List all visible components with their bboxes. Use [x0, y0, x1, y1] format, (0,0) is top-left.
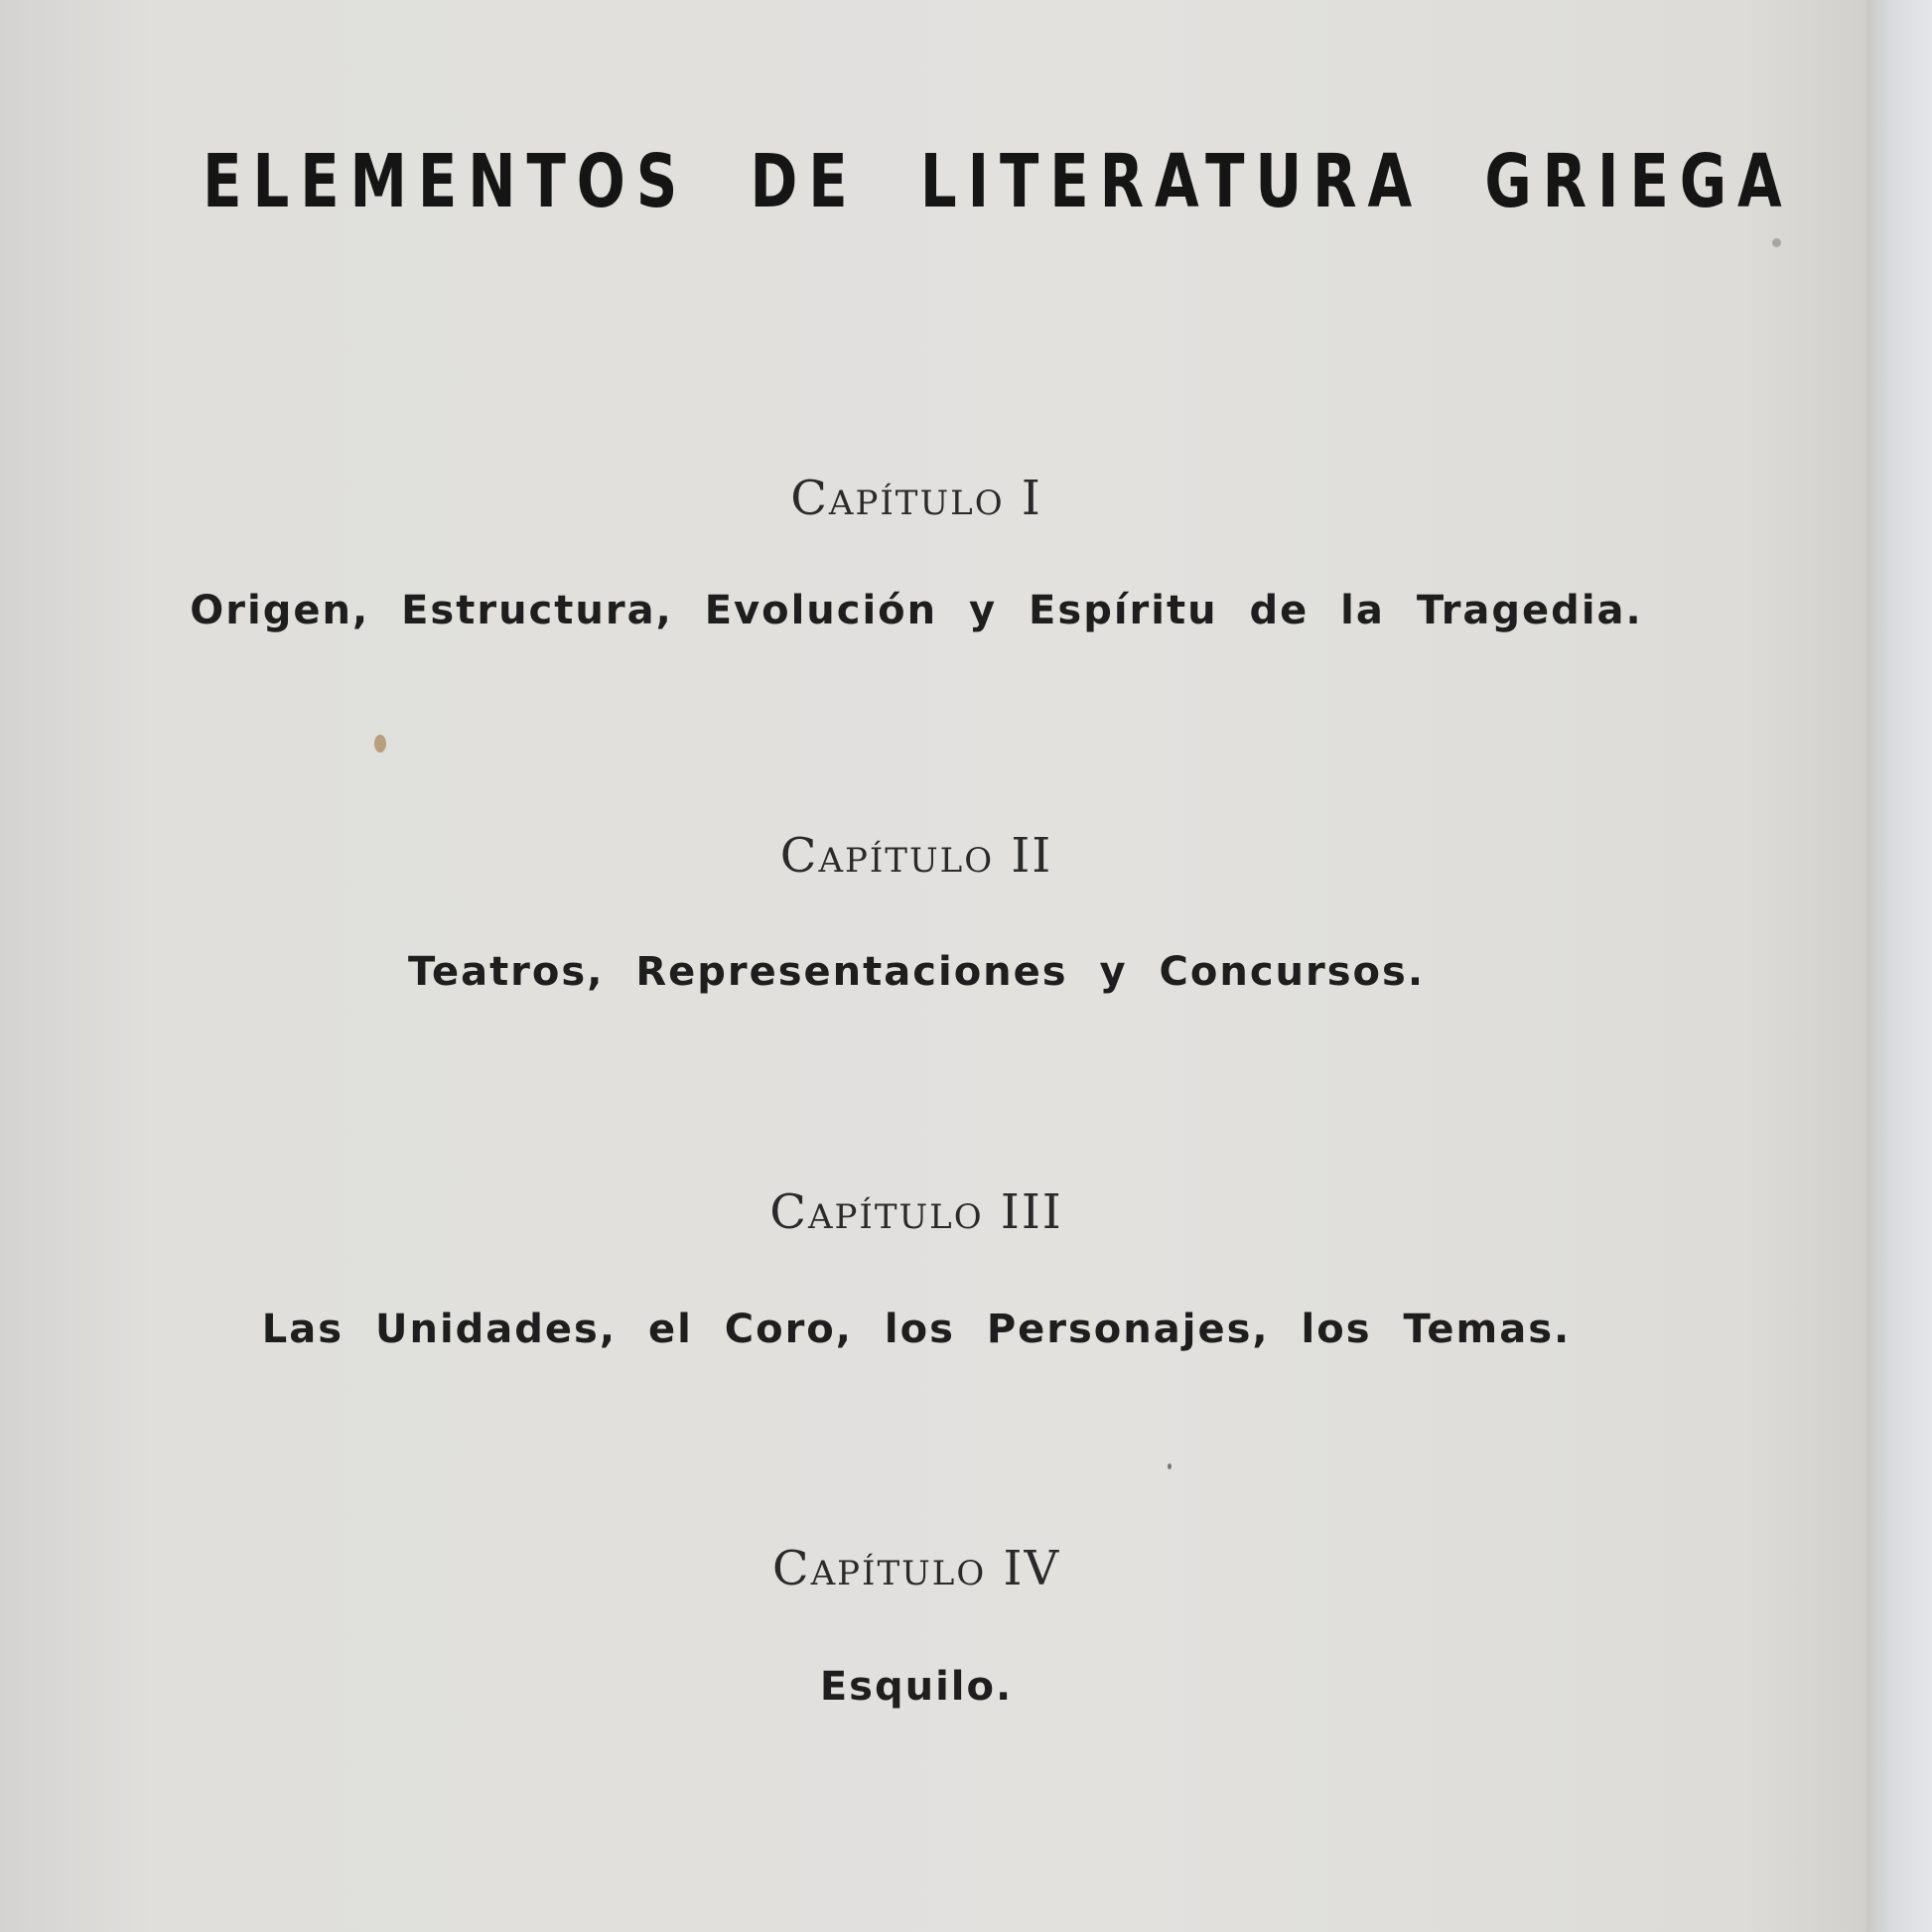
- chapter-subject-3: Las Unidades, el Coro, los Personajes, los Temas.: [261, 1307, 1572, 1352]
- page-edge: [1866, 0, 1932, 1932]
- paper-speck: [374, 735, 386, 753]
- chapter-heading-2: Capítulo II: [779, 828, 1053, 884]
- paper-speck: [1168, 1463, 1172, 1469]
- chapter-subject-4: Esquilo.: [819, 1664, 1014, 1710]
- chapter-heading-1: Capítulo I: [790, 471, 1042, 526]
- chapter-subject-1: Origen, Estructura, Evolución y Espíritu de la Tragedia.: [190, 588, 1643, 633]
- paper-speck: [1772, 238, 1781, 247]
- chapter-heading-4: Capítulo IV: [771, 1541, 1061, 1596]
- chapter-heading-3: Capítulo III: [769, 1184, 1063, 1240]
- chapter-subject-2: Teatros, Representaciones y Concursos.: [407, 949, 1426, 995]
- book-title: ELEMENTOS DE LITERATURA GRIEGA: [203, 139, 1793, 224]
